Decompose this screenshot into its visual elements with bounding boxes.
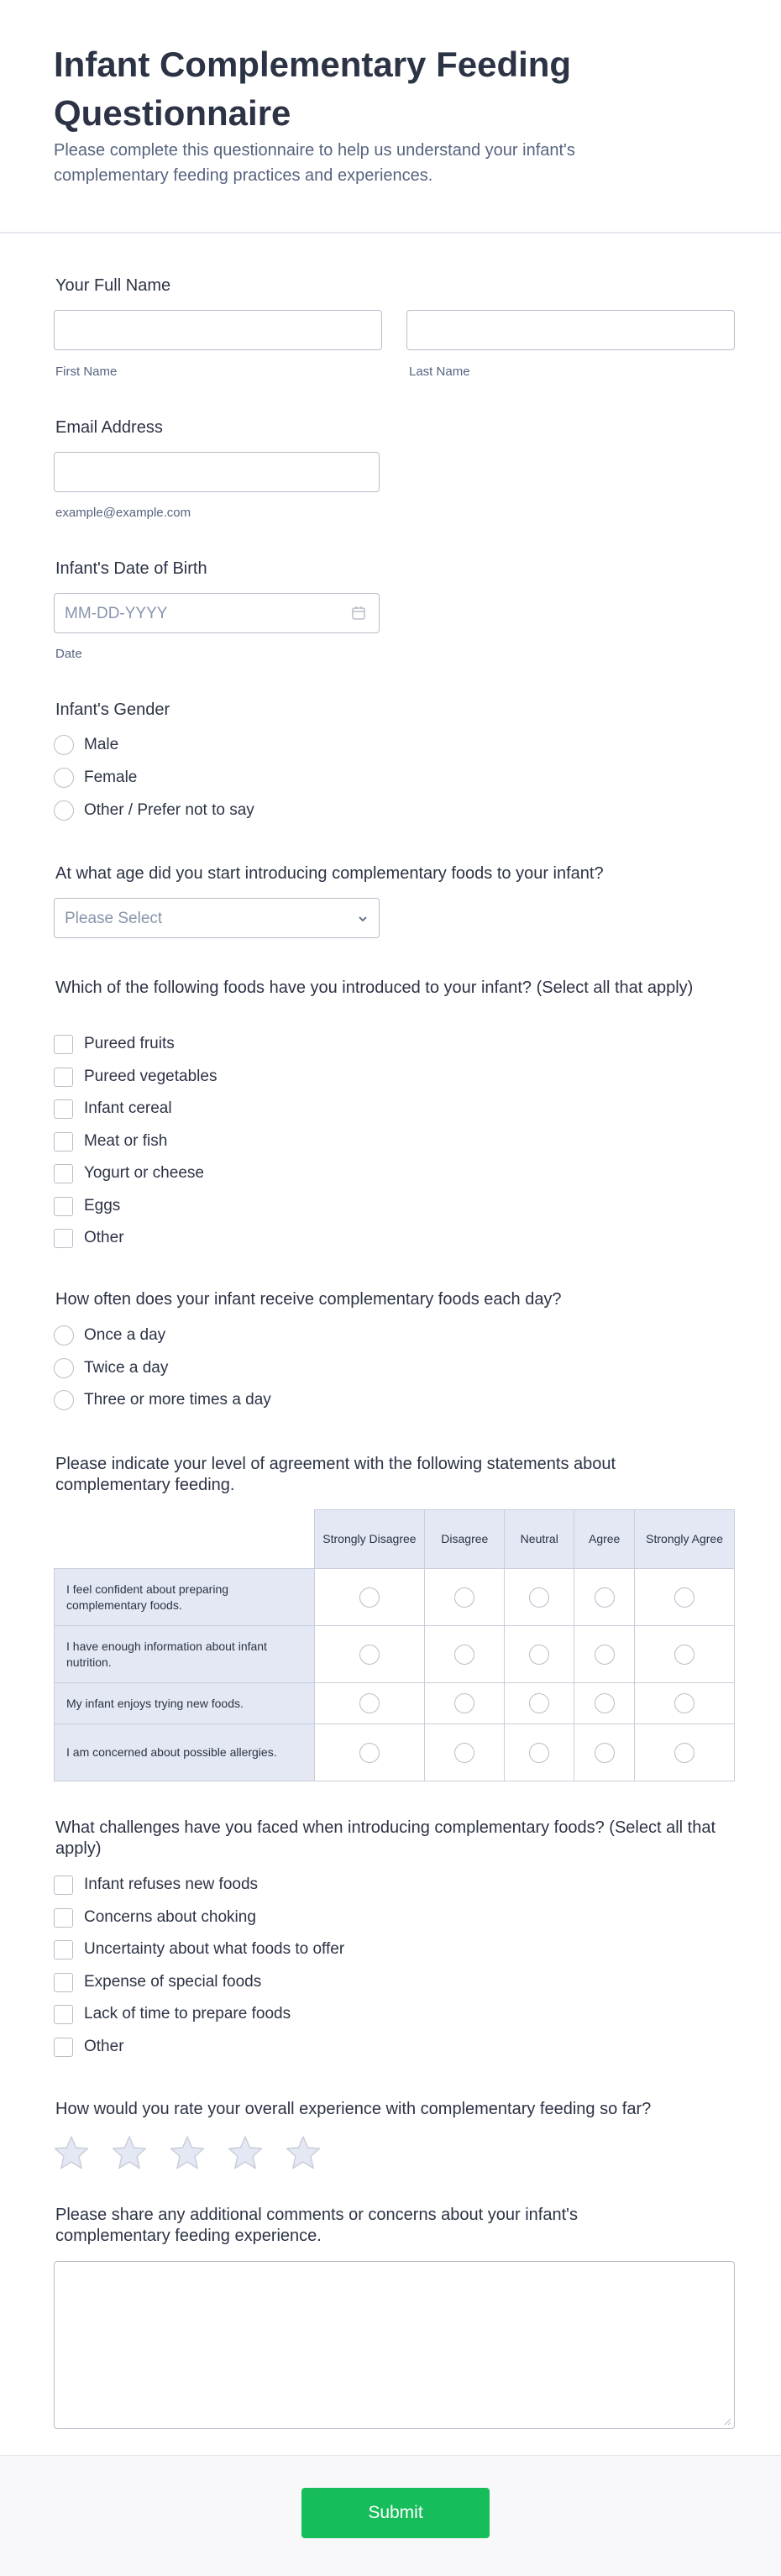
gender-option[interactable] <box>54 800 254 821</box>
first-name-sublabel: First Name <box>55 365 118 379</box>
checkbox[interactable] <box>54 1035 73 1054</box>
resize-handle-icon[interactable] <box>723 2417 731 2426</box>
radio-button[interactable] <box>54 1390 74 1410</box>
matrix-radio[interactable] <box>454 1743 474 1763</box>
matrix-radio[interactable] <box>359 1587 380 1608</box>
challenges-label: What challenges have you faced when introducing complementary foods? (Select all that apply) <box>55 1818 716 1858</box>
foods-option-label: Meat or fish <box>84 1132 168 1150</box>
matrix-radio[interactable] <box>595 1743 615 1763</box>
frequency-label: How often does your infant receive complementary foods each day? <box>55 1290 562 1309</box>
gender-label: Infant's Gender <box>55 700 170 719</box>
gender-option-label: Female <box>84 769 138 786</box>
foods-option-label: Pureed vegetables <box>84 1068 218 1085</box>
last-name-input[interactable] <box>406 310 735 350</box>
radio-button[interactable] <box>54 800 74 821</box>
frequency-option[interactable] <box>54 1325 165 1346</box>
matrix-radio[interactable] <box>529 1587 549 1608</box>
challenges-option[interactable] <box>54 2036 124 2058</box>
matrix-row-label: I feel confident about preparing complementary foods. <box>55 1569 315 1626</box>
dob-label: Infant's Date of Birth <box>55 559 207 578</box>
foods-option[interactable] <box>54 1098 172 1120</box>
email-label: Email Address <box>55 418 163 437</box>
foods-option-label: Pureed fruits <box>84 1035 175 1052</box>
rating-label: How would you rate your overall experience with complementary feeding so far? <box>55 2100 652 2118</box>
checkbox[interactable] <box>54 1973 73 1992</box>
submit-button[interactable]: Submit <box>301 2488 490 2538</box>
first-name-input[interactable] <box>54 310 382 350</box>
challenges-option[interactable] <box>54 1971 261 1993</box>
matrix-radio[interactable] <box>454 1587 474 1608</box>
star-icon[interactable] <box>54 2135 89 2170</box>
calendar-icon[interactable] <box>350 605 367 622</box>
foods-label: Which of the following foods have you introduced to your infant? (Select all that apply) <box>55 978 694 997</box>
matrix-radio[interactable] <box>595 1693 615 1713</box>
checkbox[interactable] <box>54 1197 73 1216</box>
form-title: Infant Complementary Feeding Questionnaire <box>54 45 572 133</box>
gender-option-label: Male <box>84 736 119 753</box>
frequency-option[interactable] <box>54 1389 271 1411</box>
challenges-option[interactable] <box>54 1939 344 1960</box>
checkbox[interactable] <box>54 2038 73 2057</box>
star-icon[interactable] <box>170 2135 205 2170</box>
matrix-radio[interactable] <box>359 1743 380 1763</box>
checkbox[interactable] <box>54 1099 73 1119</box>
gender-option[interactable] <box>54 734 118 756</box>
agreement-label: Please indicate your level of agreement with the following statements about complementary feeding. <box>55 1455 616 1494</box>
foods-option-label: Eggs <box>84 1197 121 1215</box>
last-name-sublabel: Last Name <box>409 365 470 379</box>
foods-option[interactable] <box>54 1066 217 1088</box>
frequency-option-label: Once a day <box>84 1326 166 1344</box>
foods-option[interactable] <box>54 1195 120 1217</box>
comments-label: Please share any additional comments or concerns about your infant's complementary feeding experience. <box>55 2206 578 2245</box>
matrix-row-label: My infant enjoys trying new foods. <box>55 1683 315 1724</box>
matrix-radio[interactable] <box>529 1645 549 1665</box>
matrix-radio[interactable] <box>454 1693 474 1713</box>
matrix-column-header: Disagree <box>425 1510 505 1569</box>
foods-option-label: Other <box>84 1229 124 1246</box>
frequency-option[interactable] <box>54 1357 168 1379</box>
comments-textarea[interactable] <box>54 2261 735 2429</box>
matrix-radio[interactable] <box>359 1645 380 1665</box>
matrix-row <box>55 1724 735 1781</box>
matrix-radio[interactable] <box>674 1587 695 1608</box>
matrix-row-label: I am concerned about possible allergies. <box>55 1724 315 1781</box>
challenges-option-label: Other <box>84 2038 124 2055</box>
checkbox[interactable] <box>54 1876 73 1895</box>
frequency-option-label: Three or more times a day <box>84 1391 271 1409</box>
matrix-radio[interactable] <box>529 1693 549 1713</box>
checkbox[interactable] <box>54 1132 73 1152</box>
matrix-radio[interactable] <box>595 1587 615 1608</box>
matrix-radio[interactable] <box>674 1743 695 1763</box>
foods-option[interactable] <box>54 1162 204 1184</box>
star-rating <box>54 2135 343 2170</box>
challenges-option[interactable] <box>54 2003 291 2025</box>
matrix-radio[interactable] <box>674 1645 695 1665</box>
dob-input[interactable] <box>54 593 380 633</box>
age-select[interactable] <box>54 898 380 938</box>
challenges-option[interactable] <box>54 1907 256 1928</box>
matrix-radio[interactable] <box>674 1693 695 1713</box>
star-icon[interactable] <box>112 2135 147 2170</box>
matrix-column-header: Agree <box>574 1510 635 1569</box>
matrix-row <box>55 1569 735 1626</box>
agreement-matrix <box>54 1509 735 1781</box>
matrix-radio[interactable] <box>454 1645 474 1665</box>
foods-option-label: Yogurt or cheese <box>84 1164 204 1182</box>
checkbox[interactable] <box>54 2005 73 2024</box>
challenges-option-label: Infant refuses new foods <box>84 1876 259 1893</box>
challenges-option-label: Expense of special foods <box>84 1973 262 1991</box>
checkbox[interactable] <box>54 1068 73 1087</box>
checkbox[interactable] <box>54 1908 73 1928</box>
age-label: At what age did you start introducing complementary foods to your infant? <box>55 864 604 883</box>
star-icon[interactable] <box>228 2135 263 2170</box>
dob-placeholder: MM-DD-YYYY <box>65 605 168 622</box>
matrix-column-header: Strongly Disagree <box>314 1510 425 1569</box>
foods-option[interactable] <box>54 1227 124 1249</box>
form-subtitle: Please complete this questionnaire to help us understand your infant's complementary feeding practices and experiences. <box>54 141 575 185</box>
radio-button[interactable] <box>54 768 74 788</box>
matrix-radio[interactable] <box>359 1693 380 1713</box>
gender-option[interactable] <box>54 767 137 789</box>
challenges-option[interactable] <box>54 1874 258 1896</box>
checkbox[interactable] <box>54 1229 73 1248</box>
age-select-value: Please Select <box>65 910 163 927</box>
form-header <box>0 0 781 233</box>
email-sublabel: example@example.com <box>55 506 191 520</box>
foods-option[interactable] <box>54 1131 167 1152</box>
matrix-column-header: Neutral <box>505 1510 574 1569</box>
frequency-option-label: Twice a day <box>84 1359 169 1377</box>
email-input[interactable] <box>54 452 380 492</box>
checkbox[interactable] <box>54 1164 73 1183</box>
matrix-row-label: I have enough information about infant nutrition. <box>55 1626 315 1683</box>
dob-sublabel: Date <box>55 647 82 661</box>
matrix-row <box>55 1626 735 1683</box>
matrix-radio[interactable] <box>595 1645 615 1665</box>
form-footer <box>0 2455 781 2576</box>
matrix-corner <box>55 1510 315 1569</box>
checkbox[interactable] <box>54 1940 73 1960</box>
matrix-row <box>55 1683 735 1724</box>
full-name-label: Your Full Name <box>55 276 171 295</box>
chevron-down-icon <box>357 913 369 925</box>
challenges-option-label: Uncertainty about what foods to offer <box>84 1940 345 1958</box>
challenges-option-label: Concerns about choking <box>84 1908 256 1926</box>
matrix-column-header: Strongly Agree <box>635 1510 735 1569</box>
challenges-option-label: Lack of time to prepare foods <box>84 2005 291 2023</box>
foods-option[interactable] <box>54 1033 175 1055</box>
star-icon[interactable] <box>286 2135 321 2170</box>
radio-button[interactable] <box>54 1358 74 1378</box>
radio-button[interactable] <box>54 1325 74 1346</box>
foods-option-label: Infant cereal <box>84 1099 172 1117</box>
radio-button[interactable] <box>54 735 74 755</box>
matrix-radio[interactable] <box>529 1743 549 1763</box>
gender-option-label: Other / Prefer not to say <box>84 801 254 819</box>
